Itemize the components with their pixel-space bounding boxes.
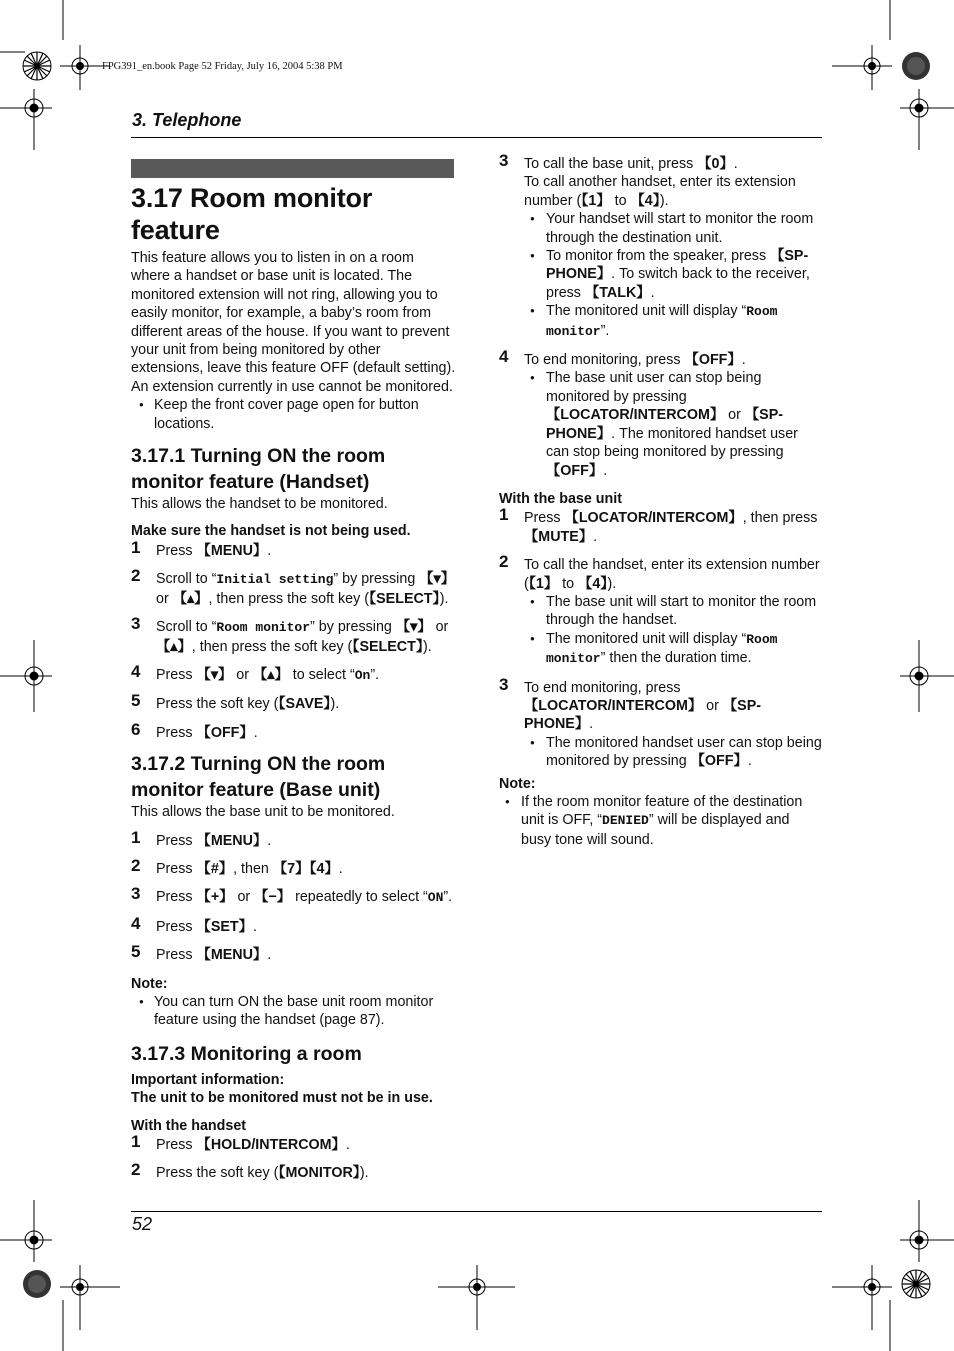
page-title: 3.17 Room monitor feature xyxy=(131,183,373,245)
bullet: ● To monitor from the speaker, press 【SP-PHONE】. To switch back to the receiver, press 【TALK】. xyxy=(524,247,823,302)
intro-text: This feature allows you to listen in on a room where a handset or base unit is located. The monitored extension will not ring, allowing you to easily monitor, for example, a baby’s room from different areas of the house. If you want to prevent your unit from being monitored by other extensions, leave this feature OFF (default setting). An extension currently in use cannot be monitored. xyxy=(131,250,456,395)
bullet: ● The base unit will start to monitor the room through the handset. xyxy=(524,593,823,630)
step: 2 Press 【#】, then 【7】【4】. xyxy=(131,855,343,877)
subsection-title-base: 3.17.2 Turning ON the room monitor feature (Base unit) xyxy=(131,753,386,802)
handset-label: With the handset xyxy=(131,1117,247,1134)
base-label: With the base unit xyxy=(499,490,622,507)
important-text: The unit to be monitored must not be in use. xyxy=(131,1090,433,1107)
step: 1 Press 【HOLD/INTERCOM】. xyxy=(131,1132,350,1153)
crop-header: FPG391_en.book Page 52 Friday, July 16, 2004 5:38 PM xyxy=(102,61,343,72)
precondition: Make sure the handset is not being used. xyxy=(131,523,411,540)
note-bullet: ● You can turn ON the base unit room monitor feature using the handset (page 87). xyxy=(131,993,456,1030)
step: 2 Press the soft key (【MONITOR】). xyxy=(131,1160,369,1182)
step: 4 Press 【▾】 or 【▴】 to select “On”. xyxy=(131,661,380,683)
right-column xyxy=(499,151,823,849)
subsection-desc: This allows the handset to be monitored. xyxy=(131,496,388,513)
left-column xyxy=(131,159,456,1183)
step: 3 Press 【+】 or 【−】 repeatedly to select “ON”. xyxy=(131,884,453,906)
subsection-desc: This allows the base unit to be monitored. xyxy=(131,804,395,821)
step: 4 To end monitoring, press 【OFF】. xyxy=(499,347,746,369)
section-bar xyxy=(131,159,454,178)
bullet: ● Your handset will start to monitor the room through the destination unit. xyxy=(524,210,823,247)
step: 6 Press 【OFF】. xyxy=(131,719,258,741)
step: 1 Press 【MENU】. xyxy=(131,827,272,849)
step: 3 To end monitoring, press 【LOCATOR/INTERCOM】 or 【SP-PHONE】. xyxy=(499,674,761,733)
step: 1 Press 【LOCATOR/INTERCOM】, then press 【MUTE】. xyxy=(499,505,818,545)
note-bullet: ● If the room monitor feature of the destination unit is OFF, “DENIED” will be displayed and busy tone will sound. xyxy=(499,793,823,849)
step: 3 Scroll to “Room monitor” by pressing 【▾】 or 【▴】, then press the soft key (【SELECT】). xyxy=(131,614,449,655)
running-header: 3. Telephone xyxy=(132,110,242,130)
step: 4 Press 【SET】. xyxy=(131,913,257,935)
intro-bullet: ● Keep the front cover page open for button locations. xyxy=(131,396,456,433)
footer-rule xyxy=(131,1211,822,1212)
step: 5 Press 【MENU】. xyxy=(131,942,272,964)
page-number: 52 xyxy=(132,1214,153,1234)
bullet: ● The monitored unit will display “Room monitor” then the duration time. xyxy=(524,630,823,669)
step: 3 To call the base unit, press 【0】. To call another handset, enter its extension number (【1】 to 【4】). xyxy=(499,151,796,209)
header-rule xyxy=(131,137,822,138)
bullet: ● The monitored handset user can stop being monitored by pressing 【OFF】. xyxy=(524,734,823,771)
step: 1 Press 【MENU】. xyxy=(131,537,272,559)
subsection-title-handset: 3.17.1 Turning ON the room monitor feature (Handset) xyxy=(131,445,386,494)
bullet: ● The base unit user can stop being monitored by pressing 【LOCATOR/INTERCOM】 or 【SP-PHONE】. The monitored handset user can stop being monitored by pressing 【OFF】. xyxy=(524,369,823,479)
note-label: Note: xyxy=(131,975,168,992)
step: 2 To call the handset, enter its extension number (【1】 to 【4】). xyxy=(499,552,820,592)
subsection-title-monitoring: 3.17.3 Monitoring a room xyxy=(131,1042,362,1065)
bullet: ● The monitored unit will display “Room monitor”. xyxy=(524,302,823,341)
important-label: Important information: xyxy=(131,1071,285,1088)
note-label: Note: xyxy=(499,775,536,792)
step: 5 Press the soft key (【SAVE】). xyxy=(131,691,340,713)
step: 2 Scroll to “Initial setting” by pressing 【▾】 or 【▴】, then press the soft key (【SELECT】). xyxy=(131,566,456,607)
